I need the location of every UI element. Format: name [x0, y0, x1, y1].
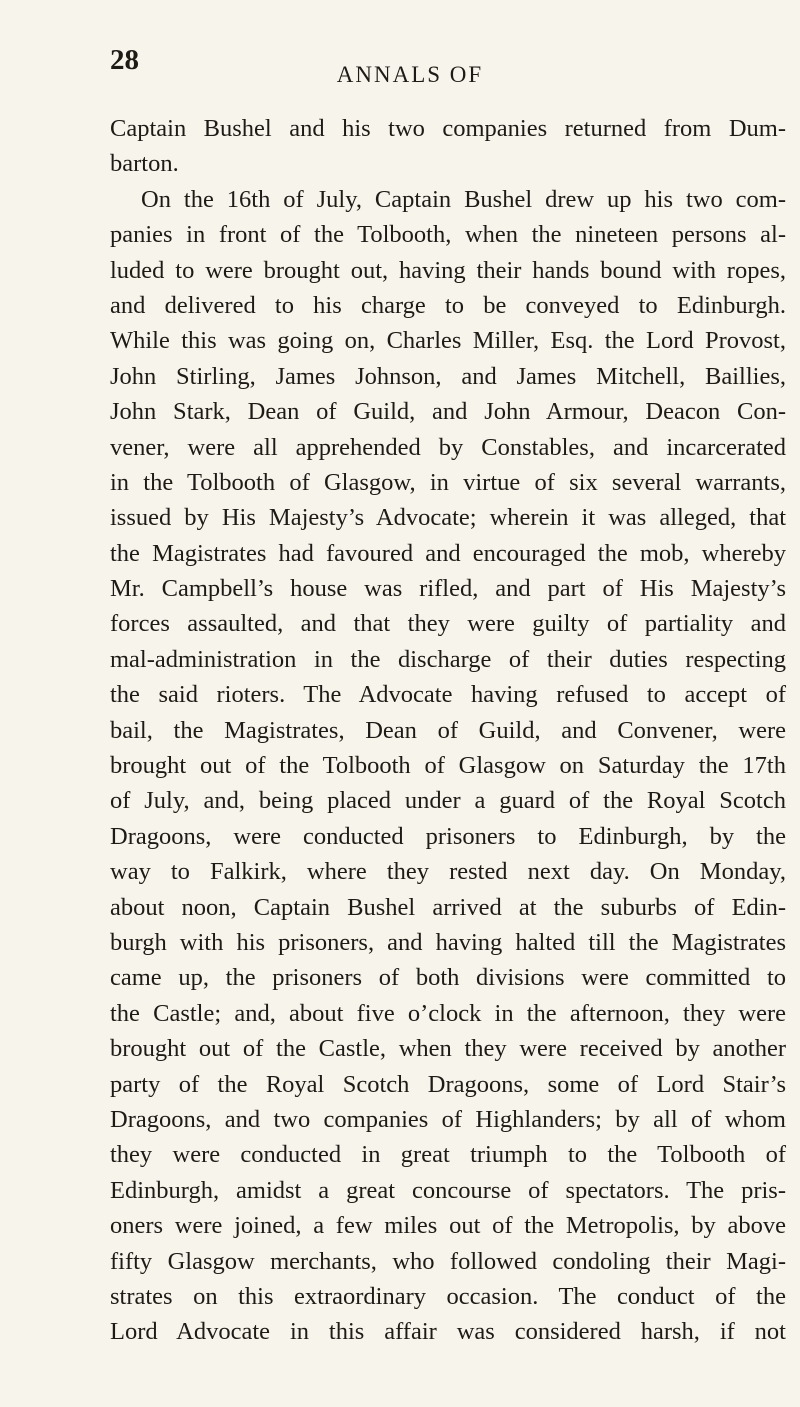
text-line: came up, the prisoners of both divisions were committed to: [110, 964, 786, 992]
text-line: in the Tolbooth of Glasgow, in virtue of six several warrants,: [110, 468, 786, 496]
text-line: of July, and, being placed under a guard of the Royal Scotch: [110, 787, 786, 815]
text-line: they were conducted in great triumph to the Tolbooth of: [110, 1141, 786, 1169]
text-line: way to Falkirk, where they rested next day. On Monday,: [110, 858, 786, 886]
text-line: mal-administration in the discharge of their duties respecting: [110, 645, 786, 673]
text-line: forces assaulted, and that they were guilty of partiality and: [110, 610, 786, 638]
text-line: oners were joined, a few miles out of the Metropolis, by above: [110, 1212, 786, 1240]
text-line: brought out of the Tolbooth of Glasgow on Saturday the 17th: [110, 752, 786, 780]
text-line: fifty Glasgow merchants, who followed condoling their Magi-: [110, 1247, 786, 1275]
text-line: John Stark, Dean of Guild, and John Armour, Deacon Con-: [110, 398, 786, 426]
text-line: the Castle; and, about five o’clock in the afternoon, they were: [110, 999, 786, 1027]
text-line: the said rioters. The Advocate having refused to accept of: [110, 681, 786, 709]
body-text: [110, 111, 786, 1350]
text-line: Edinburgh, amidst a great concourse of spectators. The pris-: [110, 1176, 786, 1204]
text-line: While this was going on, Charles Miller, Esq. the Lord Provost,: [110, 327, 786, 355]
text-line: Captain Bushel and his two companies returned from Dum-: [110, 115, 786, 142]
text-line: issued by His Majesty’s Advocate; wherein it was alleged, that: [110, 504, 786, 532]
text-line: strates on this extraordinary occasion. The conduct of the: [110, 1282, 786, 1310]
text-line: luded to were brought out, having their hands bound with ropes,: [110, 256, 786, 284]
page-number: 28: [110, 44, 139, 76]
text-line: bail, the Magistrates, Dean of Guild, and Convener, were: [110, 716, 786, 744]
text-line: party of the Royal Scotch Dragoons, some of Lord Stair’s: [110, 1070, 786, 1098]
text-line: the Magistrates had favoured and encouraged the mob, whereby: [110, 539, 786, 567]
text-line: panies in front of the Tolbooth, when the nineteen persons al-: [110, 221, 786, 249]
text-line: Mr. Campbell’s house was rifled, and part of His Majesty’s: [110, 575, 786, 603]
text-line: Dragoons, and two companies of Highlanders; by all of whom: [110, 1105, 786, 1133]
text-line: Lord Advocate in this affair was considered harsh, if not: [110, 1318, 786, 1346]
running-head: ANNALS OF: [336, 62, 484, 87]
text-line: vener, were all apprehended by Constables, and incarcerated: [110, 433, 786, 461]
text-line: barton.: [110, 150, 179, 178]
text-line: On the 16th of July, Captain Bushel drew up his two com-: [141, 185, 786, 213]
text-line: brought out of the Castle, when they were received by another: [110, 1035, 786, 1063]
text-line: about noon, Captain Bushel arrived at the suburbs of Edin-: [110, 893, 786, 921]
text-line: burgh with his prisoners, and having halted till the Magistrates: [110, 928, 786, 956]
text-line: Dragoons, were conducted prisoners to Edinburgh, by the: [110, 822, 786, 850]
text-line: and delivered to his charge to be conveyed to Edinburgh.: [110, 291, 786, 319]
text-line: John Stirling, James Johnson, and James Mitchell, Baillies,: [110, 362, 786, 390]
